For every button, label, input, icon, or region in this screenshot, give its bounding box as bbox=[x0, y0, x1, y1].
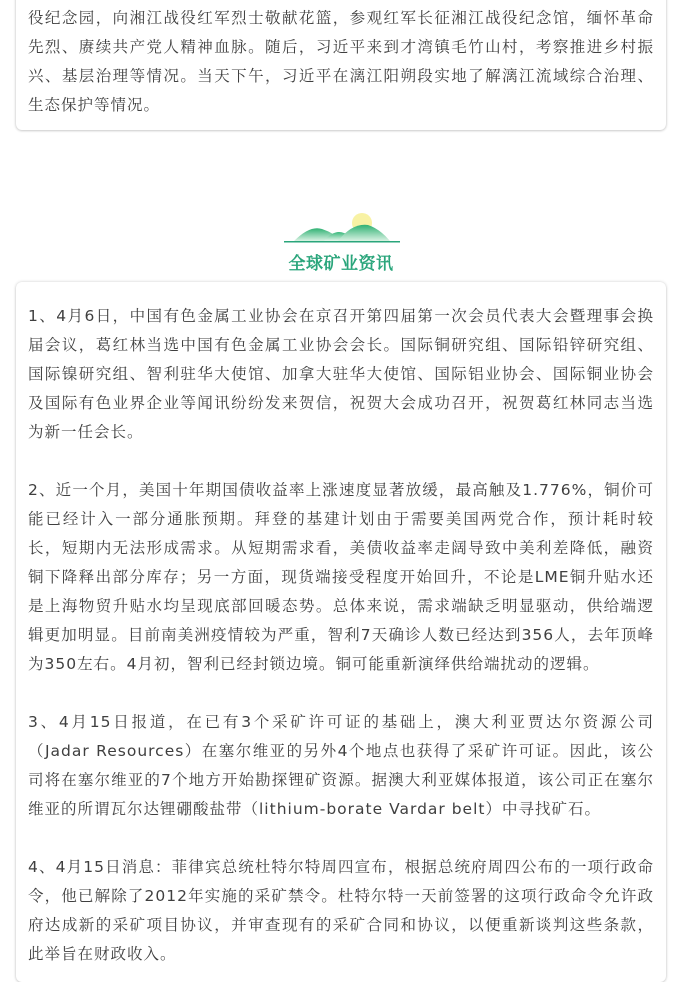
news-item: 2、近一个月，美国十年期国债收益率上涨速度显著放缓，最高触及1.776%，铜价可能已经计入一部分通胀预期。拜登的基建计划由于需要美国两党合作，预计耗时较长，短期内无法形成需求。从短期需求看，美债收益率走阔导致中美利差降低，融资铜下降释出部分库存；另一方面，现货端接受程度开始回升，不论是LME铜升贴水还是上海物贸升贴水均呈现底部回暖态势。总体来说，需求端缺乏明显驱动，供给端逻辑更加明显。目前南美洲疫情较为严重，智利7天确诊人数已经达到356人，去年顶峰为350左右。4月初，智利已经封锁边境。铜可能重新演绎供给端扰动的逻辑。 bbox=[28, 481, 654, 673]
news-item: 4、4月15日消息：菲律宾总统杜特尔特周四宣布，根据总统府周四公布的一项行政命令，他已解除了2012年实施的采矿禁令。杜特尔特一天前签署的这项行政命令允许政府达成新的采矿项目协议，并审查现有的采矿合同和协议，以便重新谈判这些条款，此举旨在财政收入。 bbox=[28, 858, 654, 963]
article-paragraph: 役纪念园，向湘江战役红军烈士敬献花篮，参观红军长征湘江战役纪念馆，缅怀革命先烈、赓续共产党人精神血脉。随后，习近平来到才湾镇毛竹山村，考察推进乡村振兴、基层治理等情况。当天下午，习近平在漓江阳朔段实地了解漓江流域综合治理、生态保护等情况。 bbox=[28, 9, 654, 114]
news-item: 3、4月15日报道，在已有3个采矿许可证的基础上，澳大利亚贾达尔资源公司（Jadar Resources）在塞尔维亚的另外4个地点也获得了采矿许可证。因此，该公司将在塞尔维亚的7个地方开始勘探锂矿资源。据澳大利亚媒体报道，该公司正在塞尔维亚的所谓瓦尔达锂硼酸盐带（lithium-borate Vardar belt）中寻找矿石。 bbox=[28, 713, 654, 818]
mountain-sun-icon bbox=[282, 205, 402, 245]
article-card-previous bbox=[16, 0, 666, 130]
news-card bbox=[16, 282, 666, 982]
section-title: 全球矿业资讯 bbox=[288, 254, 394, 274]
news-item: 1、4月6日，中国有色金属工业协会在京召开第四届第一次会员代表大会暨理事会换届会议，葛红林当选中国有色金属工业协会会长。国际铜研究组、国际铅锌研究组、国际镍研究组、智利驻华大使馆、加拿大驻华大使馆、国际铝业协会、国际铜业协会及国际有色业界企业等闻讯纷纷发来贺信，祝贺大会成功召开，祝贺葛红林同志当选为新一任会长。 bbox=[28, 307, 654, 441]
section-header bbox=[0, 205, 682, 275]
